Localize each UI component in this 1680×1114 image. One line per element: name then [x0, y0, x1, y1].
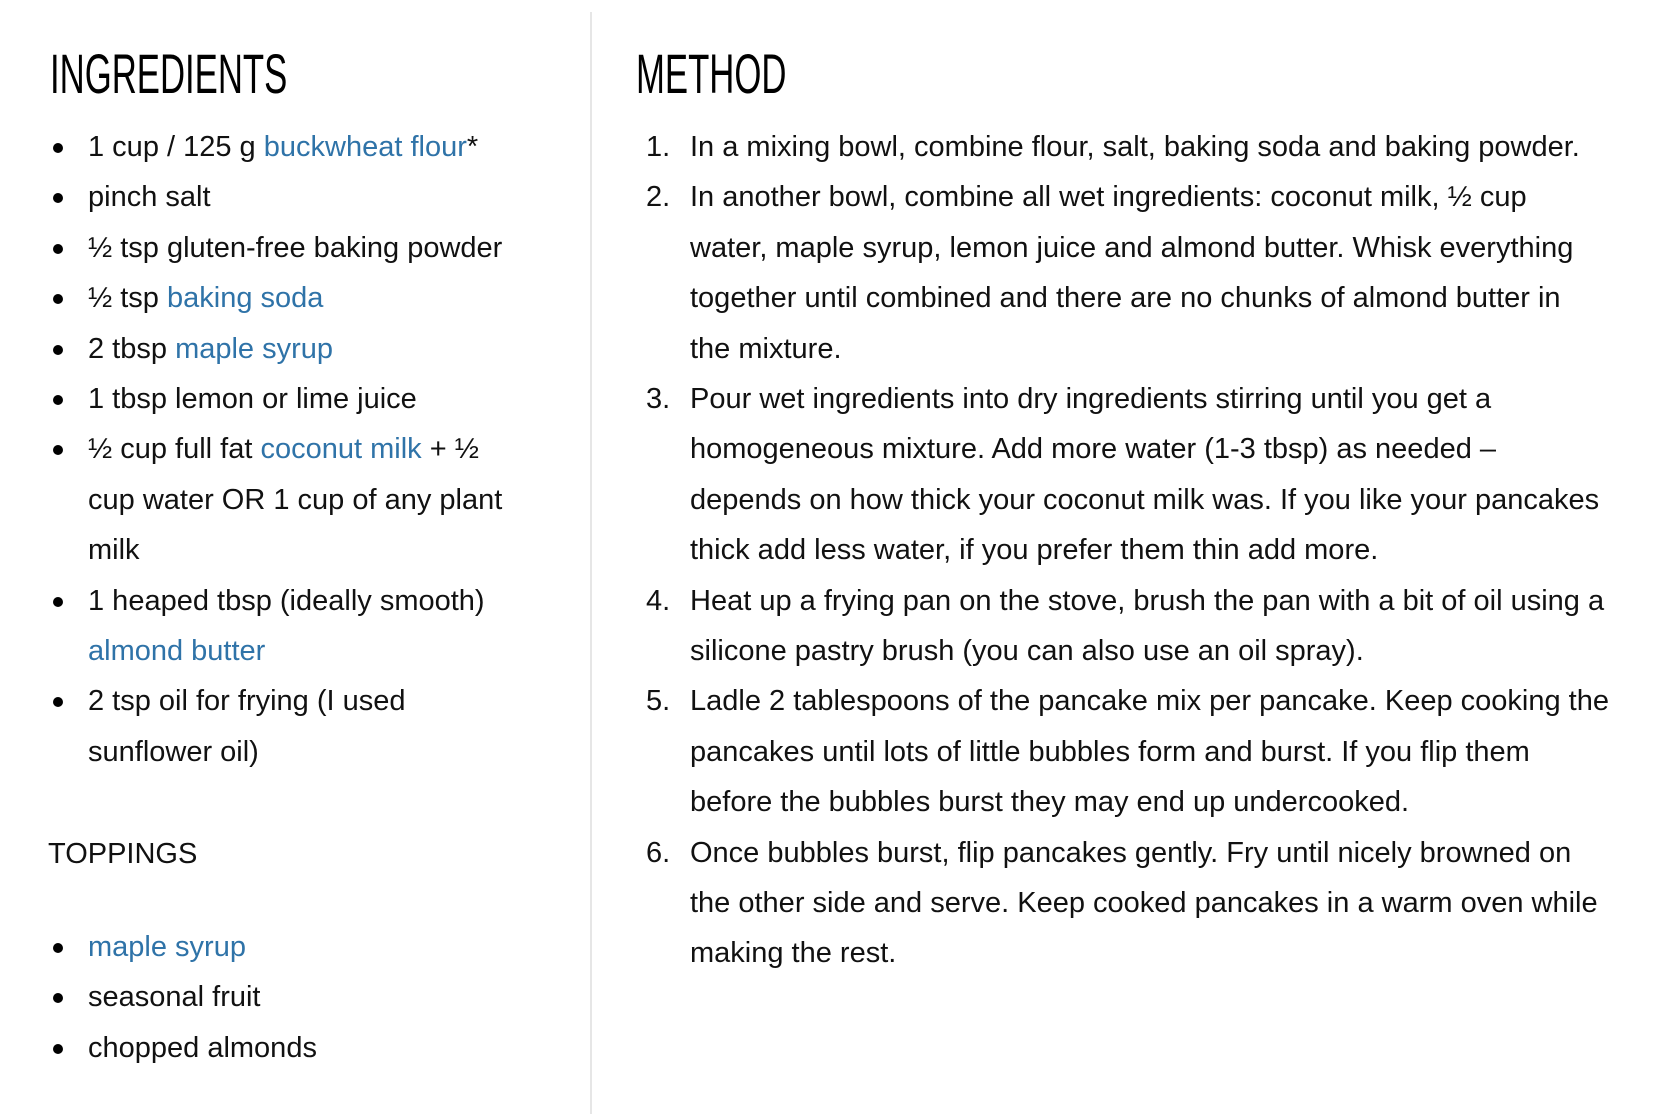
method-step-line: silicone pastry brush (you can also use an oil spray). [690, 635, 1364, 667]
ingredient-link[interactable]: maple syrup [175, 332, 334, 365]
step-number: 1. [646, 131, 671, 163]
method-step-line: pancakes until lots of little bubbles form and burst. If you flip them [690, 735, 1530, 768]
method-heading: METHOD [636, 42, 787, 105]
method-step-line: the mixture. [690, 332, 842, 365]
bullet-icon [53, 445, 63, 455]
item-text: seasonal fruit [88, 981, 261, 1014]
method-step-line: In a mixing bowl, combine flour, salt, baking soda and baking powder. [690, 131, 1580, 163]
method-step-line: together until combined and there are no chunks of almond butter in [690, 282, 1561, 315]
ingredient-item [88, 223, 502, 273]
toppings-label: TOPPINGS [48, 838, 198, 870]
item-text: chopped almonds [88, 1031, 317, 1064]
topping-item [88, 1023, 317, 1073]
item-text: + ½ [421, 433, 479, 466]
column-divider [590, 12, 592, 1114]
method-step-line: Ladle 2 tablespoons of the pancake mix per pancake. Keep cooking the [690, 685, 1609, 718]
item-text: cup water OR 1 cup of any plant [88, 483, 503, 516]
bullet-icon [53, 193, 63, 203]
ingredient-item [88, 475, 502, 525]
method-step-line: water, maple syrup, lemon juice and almond butter. Whisk everything [690, 231, 1574, 264]
item-text: 2 tbsp [88, 332, 176, 365]
ingredient-link[interactable]: almond butter [88, 635, 266, 667]
bullet-icon [53, 993, 63, 1003]
item-text: pinch salt [88, 181, 211, 214]
item-text: 1 tbsp lemon or lime juice [88, 383, 417, 415]
bullet-icon [53, 143, 63, 153]
method-step-line: thick add less water, if you prefer them thin add more. [690, 534, 1379, 567]
method-step-line: depends on how thick your coconut milk was. If you like your pancakes [690, 483, 1600, 516]
item-text: ½ tsp gluten-free baking powder [88, 231, 503, 264]
topping-item [88, 972, 261, 1022]
method-step-line: before the bubbles burst they may end up undercooked. [690, 786, 1410, 819]
item-text: milk [88, 534, 140, 567]
ingredient-link[interactable]: buckwheat flour [263, 131, 467, 163]
step-number: 4. [646, 584, 671, 617]
item-text: 1 heaped tbsp (ideally smooth) [88, 584, 485, 617]
item-text: sunflower oil) [88, 735, 259, 768]
bullet-icon [53, 943, 63, 953]
ingredient-link[interactable]: coconut milk [260, 433, 422, 466]
ingredient-link[interactable]: baking soda [167, 282, 324, 315]
bullet-icon [53, 294, 63, 304]
method-step-line: Heat up a frying pan on the stove, brush the pan with a bit of oil using a [690, 584, 1605, 617]
bullet-icon [53, 244, 63, 254]
bullet-icon [53, 395, 63, 405]
item-text: 2 tsp oil for frying (I used [88, 685, 406, 718]
method-step-line: the other side and serve. Keep cooked pancakes in a warm oven while [690, 887, 1598, 919]
bullet-icon [53, 345, 63, 355]
ingredient-link[interactable]: maple syrup [88, 931, 246, 963]
method-step-line: homogeneous mixture. Add more water (1-3 tbsp) as needed – [690, 433, 1497, 466]
item-text: ½ tsp [88, 282, 167, 315]
ingredient-item [88, 374, 417, 424]
bullet-icon [53, 697, 63, 707]
item-text: * [466, 131, 479, 163]
ingredient-item [88, 273, 323, 323]
method-step-line: Pour wet ingredients into dry ingredients stirring until you get a [690, 383, 1492, 415]
method-step-line: Once bubbles burst, flip pancakes gently. Fry until nicely browned on [690, 836, 1572, 869]
ingredient-item [88, 626, 265, 676]
method-step-line: making the rest. [690, 937, 897, 970]
step-number: 3. [646, 383, 671, 415]
ingredient-item [88, 525, 140, 575]
item-text: ½ cup full fat [88, 433, 261, 466]
ingredient-item [88, 324, 333, 374]
step-number: 2. [646, 181, 671, 214]
method-step-line: In another bowl, combine all wet ingredients: coconut milk, ½ cup [690, 181, 1527, 214]
ingredient-item [88, 122, 478, 172]
ingredient-item [88, 676, 406, 726]
topping-item [88, 922, 246, 972]
step-number: 6. [646, 836, 671, 869]
ingredient-item [88, 424, 479, 474]
ingredient-item [88, 576, 485, 626]
bullet-icon [53, 1044, 63, 1054]
item-text: 1 cup / 125 g [88, 131, 264, 163]
ingredients-heading: INGREDIENTS [50, 42, 288, 105]
bullet-icon [53, 597, 63, 607]
step-number: 5. [646, 685, 671, 718]
ingredient-item [88, 172, 211, 222]
ingredient-item [88, 727, 259, 777]
